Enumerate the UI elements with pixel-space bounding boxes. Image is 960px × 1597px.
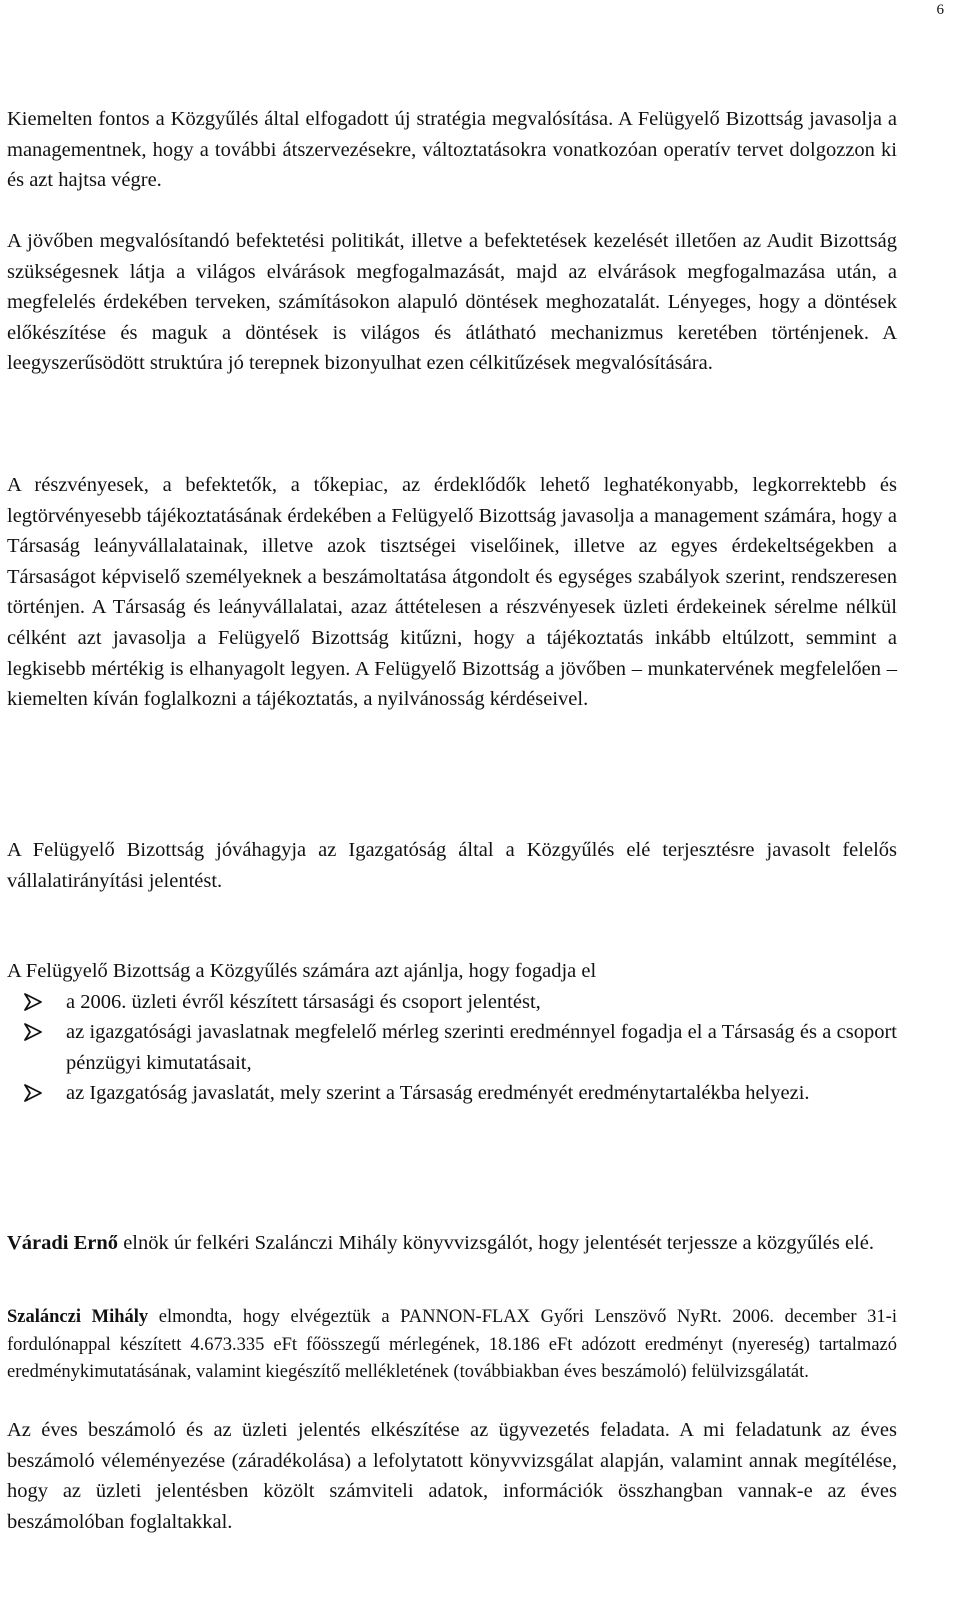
- paragraph-shareholder-information: A részvényesek, a befektetők, a tőkepiac, az érdeklődők lehető leghatékonyabb, legkorrektebb és legtörvényesebb tájékoztatásának érdekében a Felügyelő Bizottság javasolja a management számára, hogy a Társaság leányvállalatainak, illetve azok tisztségei viselőinek, illetve az egyes érdekeltségekben a Társaságot képviselő személyeknek a beszámoltatása átgondolt és egységes szabályok szerint, rendszeresen történjen. A Társaság és leányvállalatai, azaz áttételesen a részvényesek üzleti érdekeinek sérelme nélkül célként azt javasolja a Felügyelő Bizottság kitűzni, hogy a tájékoztatás inkább eltúlzott, semmint a legkisebb mértékig is elhanyagolt legyen. A Felügyelő Bizottság a jövőben – munkatervének megfelelően – kiemelten kíván foglalkozni a tájékoztatás, a nyilvánosság kérdéseivel.: [7, 474, 897, 711]
- paragraph-auditor-responsibility: Az éves beszámoló és az üzleti jelentés elkészítése az ügyvezetés feladata. A mi feladatunk az éves beszámoló véleményezése (záradékolása) a lefolytatott könyvvizsgálat alapján, valamint annak megítélése, hogy az üzleti jelentésben közölt számviteli adatok, információk összhangban vannak-e az éves beszámolóban foglaltakkal.: [7, 1419, 897, 1533]
- paragraph-text: elnök úr felkéri Szalánczi Mihály könyvvizsgálót, hogy jelentését terjessze a közgyűlés elé.: [118, 1232, 875, 1254]
- speaker-name: Váradi Ernő: [7, 1232, 119, 1254]
- list-item-text: az Igazgatóság javaslatát, mely szerint a Társaság eredményét eredménytartalékba helyezi.: [66, 1082, 810, 1105]
- recommendation-list: [7, 987, 897, 1109]
- page-number: 6: [936, 2, 944, 18]
- paragraph-strategy: Kiemelten fontos a Közgyűlés által elfogadott új stratégia megvalósítása. A Felügyelő Bizottság javasolja a managementnek, hogy a további átszervezésekre, változtatásokra vonatkozóan operatív tervet dolgozzon ki és azt hajtsa végre.: [7, 108, 897, 192]
- paragraph-chairman-request: [7, 1228, 897, 1259]
- list-item: [7, 987, 897, 1017]
- arrowhead-bullet-icon: [24, 1023, 42, 1041]
- paragraph-auditor-statement: [7, 1304, 897, 1387]
- paragraph-text: elmondta, hogy elvégeztük a PANNON-FLAX Győri Lenszövő NyRt. 2006. december 31-i fordulónappal készített 4.673.335 eFt főösszegű mérlegének, 18.186 eFt adózott eredményt (nyereség) tartalmazó eredménykimutatásának, valamint kiegészítő mellékletének (továbbiakban éves beszámoló) felülvizsgálatát.: [7, 1307, 897, 1382]
- list-item: [7, 1017, 897, 1078]
- list-item-text: az igazgatósági javaslatnak megfelelő mérleg szerinti eredménnyel fogadja el a Társaság és a csoport pénzügyi kimutatásait,: [66, 1021, 897, 1074]
- list-item-text: a 2006. üzleti évről készített társasági és csoport jelentést,: [66, 991, 541, 1013]
- speaker-name: Szalánczi Mihály: [7, 1307, 149, 1327]
- paragraph-recommendation-intro: A Felügyelő Bizottság a Közgyűlés számára azt ajánlja, hogy fogadja el: [7, 960, 597, 982]
- paragraph-governance-report: A Felügyelő Bizottság jóváhagyja az Igazgatóság által a Közgyűlés elé terjesztésre javasolt felelős vállalatirányítási jelentést.: [7, 839, 897, 892]
- arrowhead-bullet-icon: [24, 1084, 42, 1102]
- list-item: [7, 1078, 897, 1108]
- arrowhead-bullet-icon: [24, 993, 42, 1011]
- paragraph-investment-policy: A jövőben megvalósítandó befektetési politikát, illetve a befektetések kezelését illetően az Audit Bizottság szükségesnek látja a világos elvárások megfogalmazását, majd az elvárások megfogalmazása után, a megfelelés érdekében terveken, számításokon alapuló döntések meghozatalát. Lényeges, hogy a döntések előkészítése és maguk a döntések is világos és átlátható mechanizmus keretében történjenek. A leegyszerűsödött struktúra jó terepnek bizonyulhat ezen célkitűzések megvalósítására.: [7, 230, 897, 375]
